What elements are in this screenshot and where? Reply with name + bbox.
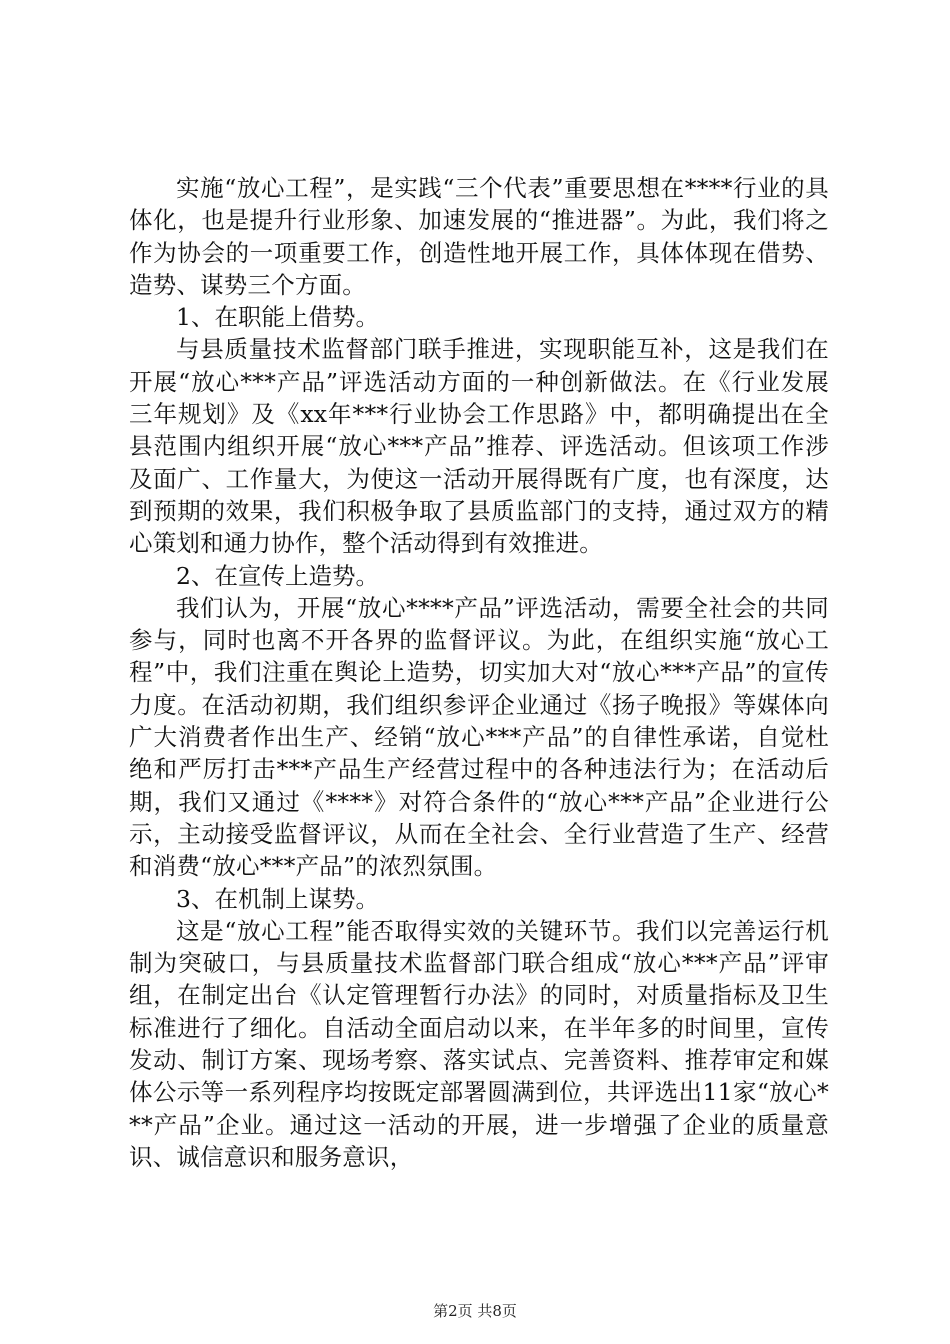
section-heading-1: 1、在职能上借势。 bbox=[176, 303, 379, 332]
paragraph-section-3: 这是“放心工程”能否取得实效的关键环节。我们以完善运行机制为突破口，与县质量技术监督部门联合组成“放心***产品”评审组，在制定出台《认定管理暂行办法》的同时，对质量指标及卫生标准进行了细化。自活动全面启动以来，在半年多的时间里，宣传发动、制订方案、现场考察、落实试点、完善资料、推荐审定和媒体公示等一系列程序均按既定部署圆满到位，共评选出11家“放心***产品”企业。通过这一活动的开展，进一步增强了企业的质量意识、诚信意识和服务意识， bbox=[129, 916, 829, 1171]
paragraph-section-2: 我们认为，开展“放心****产品”评选活动，需要全社会的共同参与，同时也离不开各界的监督评议。为此，在组织实施“放心工程”中，我们注重在舆论上造势，切实加大对“放心***产品”的宣传力度。在活动初期，我们组织参评企业通过《扬子晚报》等媒体向广大消费者作出生产、经销“放心***产品”的自律性承诺，自觉杜绝和严厉打击***产品生产经营过程中的各种违法行为；在活动后期，我们又通过《****》对符合条件的“放心***产品”企业进行公示，主动接受监督评议，从而在全社会、全行业营造了生产、经营和消费“放心***产品”的浓烈氛围。 bbox=[129, 593, 829, 881]
document-body bbox=[129, 172, 829, 1173]
page-footer: 第2页 共8页 bbox=[433, 1302, 517, 1320]
section-heading-3: 3、在机制上谋势。 bbox=[176, 884, 379, 913]
paragraph-intro: 实施“放心工程”，是实践“三个代表”重要思想在****行业的具体化，也是提升行业形象、加速发展的“推进器”。为此，我们将之作为协会的一项重要工作，创造性地开展工作，具体体现在借势、造势、谋势三个方面。 bbox=[129, 174, 829, 299]
paragraph-section-1: 与县质量技术监督部门联手推进，实现职能互补，这是我们在开展“放心***产品”评选活动方面的一种创新做法。在《行业发展三年规划》及《xx年***行业协会工作思路》中，都明确提出在全县范围内组织开展“放心***产品”推荐、评选活动。但该项工作涉及面广、工作量大，为使这一活动开展得既有广度，也有深度，达到预期的效果，我们积极争取了县质监部门的支持，通过双方的精心策划和通力协作，整个活动得到有效推进。 bbox=[129, 335, 829, 558]
section-heading-2: 2、在宣传上造势。 bbox=[176, 561, 379, 590]
